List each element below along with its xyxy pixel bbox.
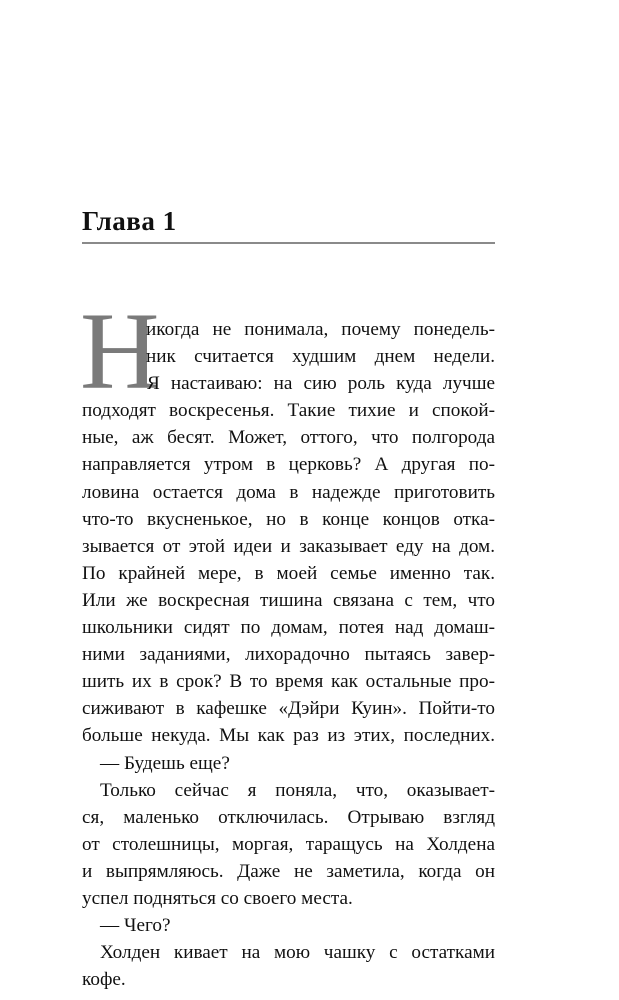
text-line: зывается от этой идеи и заказывает еду на дом.	[82, 535, 495, 557]
text-line: ник считается худшим днем недели.	[146, 346, 495, 368]
text-line: ловина остается дома в надежде приготовить	[82, 481, 495, 503]
dialogue-line: — Чего?	[100, 915, 171, 937]
text-line: Только сейчас я поняла, что, оказывает-	[100, 779, 495, 801]
text-line: шить их в срок? В то время как остальные про-	[82, 671, 495, 693]
text-line: и выпрямляюсь. Даже не заметила, когда он	[82, 860, 495, 882]
dialogue-line: — Будешь еще?	[100, 752, 230, 774]
chapter-title: Глава 1	[82, 206, 177, 236]
text-line: сиживают в кафешке «Дэйри Куин». Пойти-то	[82, 698, 495, 720]
chapter-divider	[82, 242, 495, 244]
text-line: Я настаиваю: на сию роль куда лучше	[147, 373, 495, 395]
text-line: ся, маленько отключилась. Отрываю взгляд	[82, 806, 495, 828]
text-line: больше некуда. Мы как раз из этих, последних.	[82, 725, 495, 747]
drop-cap: Н	[80, 290, 160, 412]
text-line: от столешницы, моргая, таращусь на Холдена	[82, 833, 495, 855]
text-line: Или же воскресная тишина связана с тем, что	[82, 589, 495, 611]
text-line: ные, аж бесят. Может, оттого, что полгорода	[82, 427, 495, 449]
body-text	[82, 316, 495, 993]
text-line: школьники сидят по домам, потея над домаш-	[82, 617, 495, 639]
text-line: успел подняться со своего места.	[82, 887, 353, 909]
text-line: По крайней мере, в моей семье именно так.	[82, 562, 495, 584]
text-line: что-то вкусненькое, но в конце концов отка-	[82, 508, 495, 530]
text-line: подходят воскресенья. Такие тихие и спокой-	[82, 400, 495, 422]
text-line: кофе.	[82, 969, 126, 991]
text-line: Холден кивает на мою чашку с остатками	[100, 942, 495, 964]
text-line: направляется утром в церковь? А другая по-	[82, 454, 495, 476]
text-line: икогда не понимала, почему понедель-	[146, 319, 495, 340]
text-line: ними заданиями, лихорадочно пытаясь завер-	[82, 644, 495, 666]
